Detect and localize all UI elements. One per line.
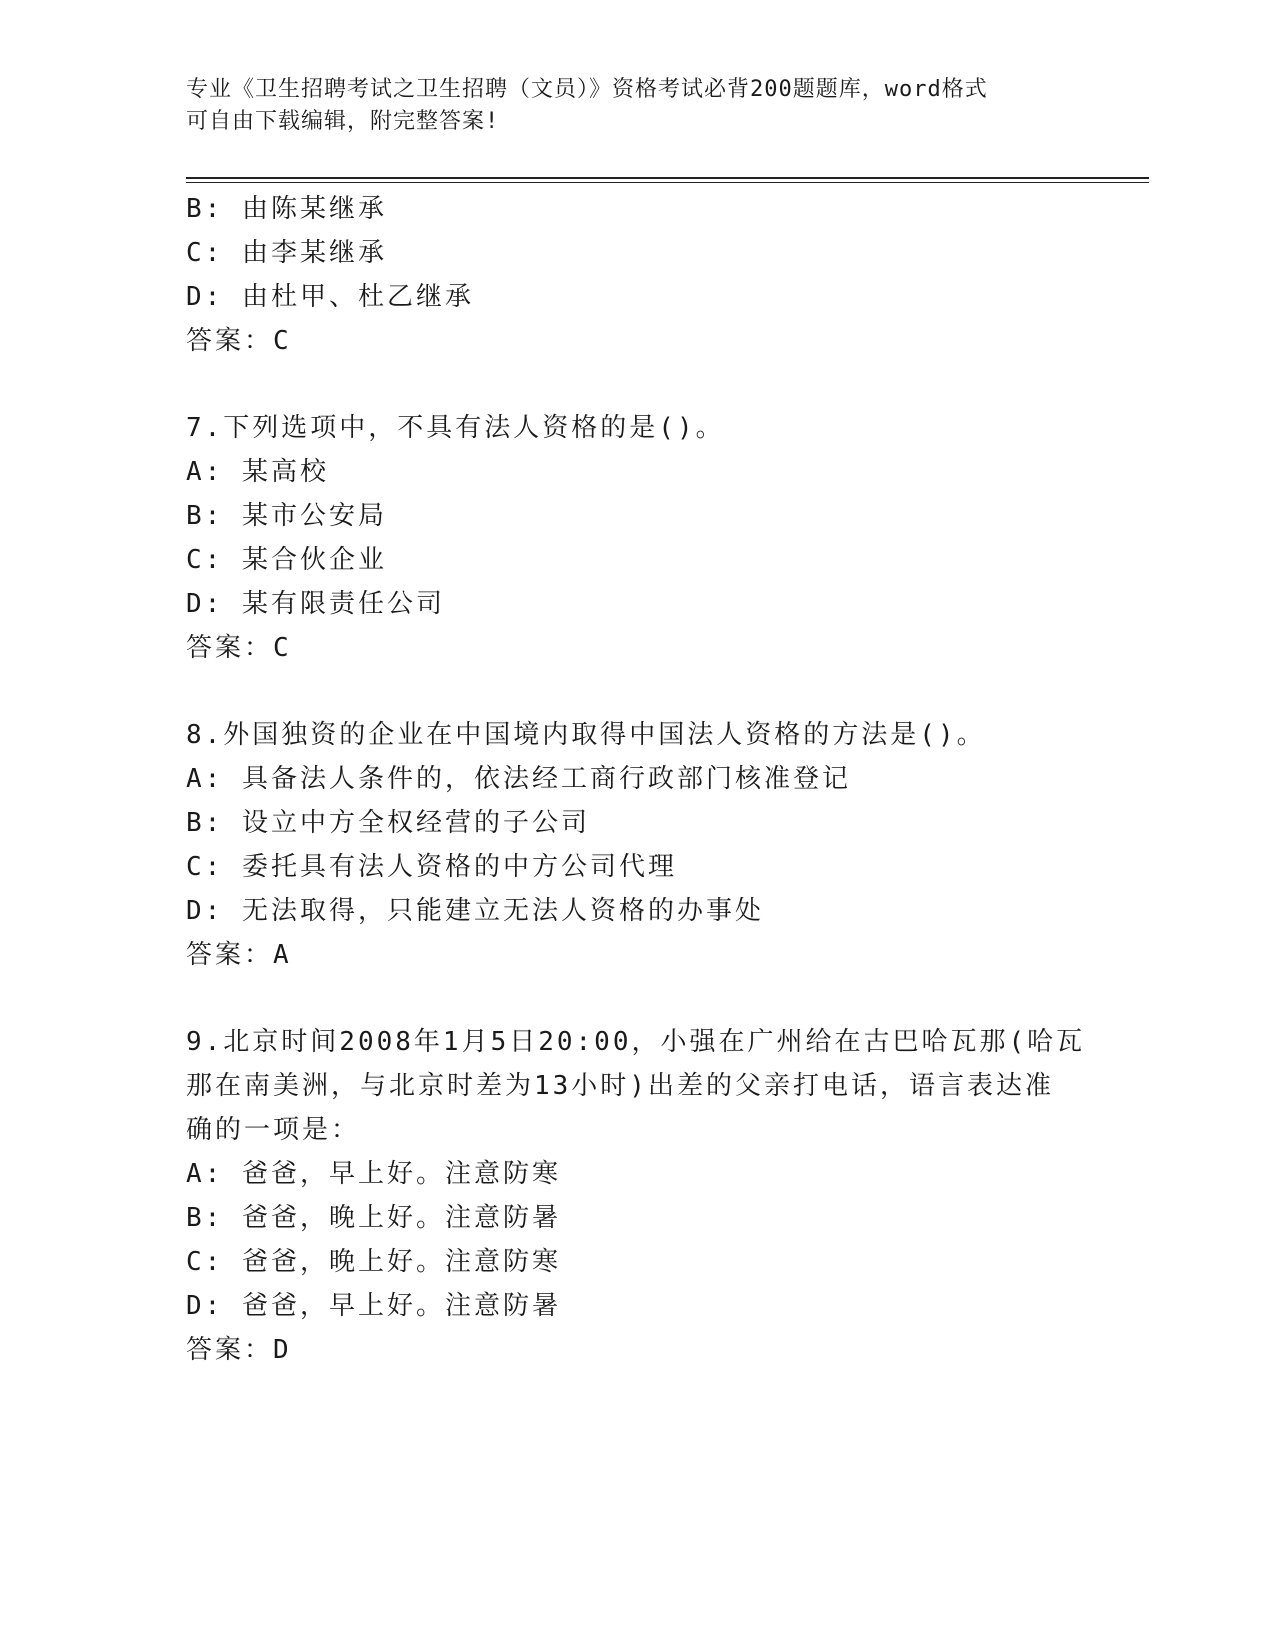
q9-option-d: D: 爸爸，早上好。注意防暑 bbox=[186, 1291, 561, 1321]
q9-question-line-2: 那在南美洲，与北京时差为13小时)出差的父亲打电话，语言表达准 bbox=[186, 1071, 1054, 1101]
q8-option-d: D: 无法取得，只能建立无法人资格的办事处 bbox=[186, 896, 764, 926]
q9-question-line-3: 确的一项是： bbox=[186, 1115, 361, 1145]
q6-option-d: D: 由杜甲、杜乙继承 bbox=[186, 282, 474, 312]
q9-option-a: A: 爸爸，早上好。注意防寒 bbox=[186, 1159, 561, 1189]
q7-option-c: C: 某合伙企业 bbox=[186, 545, 387, 575]
q7-option-b: B: 某市公安局 bbox=[186, 501, 387, 531]
q8-answer: 答案：A bbox=[186, 940, 292, 970]
q8-option-b: B: 设立中方全权经营的子公司 bbox=[186, 808, 590, 838]
q8-option-a: A: 具备法人条件的，依法经工商行政部门核准登记 bbox=[186, 764, 851, 794]
q7-answer: 答案：C bbox=[186, 633, 292, 663]
document-header bbox=[186, 74, 1066, 138]
q7-option-a: A: 某高校 bbox=[186, 457, 329, 487]
q9-answer: 答案：D bbox=[186, 1335, 292, 1365]
q9-question-line-1: 9.北京时间2008年1月5日20:00，小强在广州给在古巴哈瓦那(哈瓦 bbox=[186, 1027, 1086, 1057]
q8-question: 8.外国独资的企业在中国境内取得中国法人资格的方法是()。 bbox=[186, 720, 986, 750]
header-divider-thin bbox=[186, 182, 1149, 183]
header-title-line-1: 专业《卫生招聘考试之卫生招聘（文员）》资格考试必背200题题库，word格式 bbox=[186, 77, 988, 102]
q6-option-c: C: 由李某继承 bbox=[186, 238, 387, 268]
q7-question: 7.下列选项中，不具有法人资格的是()。 bbox=[186, 413, 725, 443]
q6-option-b: B: 由陈某继承 bbox=[186, 194, 387, 224]
q9-option-c: C: 爸爸，晚上好。注意防寒 bbox=[186, 1247, 561, 1277]
header-divider bbox=[186, 177, 1149, 179]
q7-option-d: D: 某有限责任公司 bbox=[186, 589, 445, 619]
header-title-line-2: 可自由下载编辑，附完整答案! bbox=[186, 109, 500, 134]
q9-option-b: B: 爸爸，晚上好。注意防暑 bbox=[186, 1203, 561, 1233]
q6-answer: 答案：C bbox=[186, 326, 292, 356]
q8-option-c: C: 委托具有法人资格的中方公司代理 bbox=[186, 852, 677, 882]
